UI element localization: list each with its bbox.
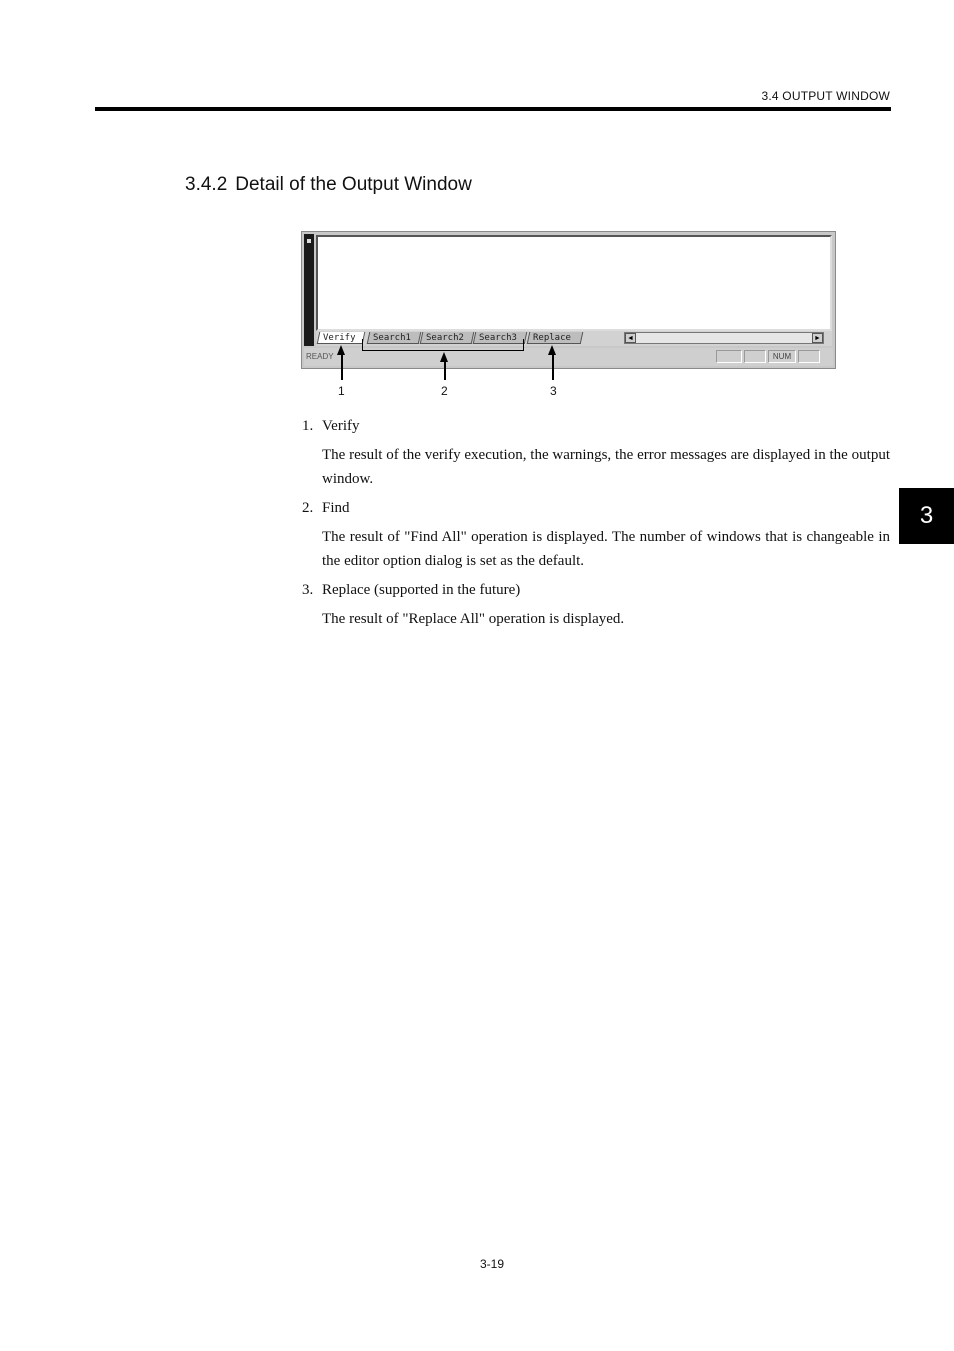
tab-search1-label: Search1 — [373, 333, 411, 343]
close-dot-icon — [307, 239, 311, 243]
scroll-left-icon[interactable]: ◄ — [625, 333, 636, 343]
tab-replace-label: Replace — [533, 333, 571, 343]
list-item-body: The result of "Replace All" operation is displayed. — [322, 611, 625, 627]
list-item-heading — [302, 578, 890, 602]
running-head: 3.4 OUTPUT WINDOW — [761, 89, 890, 103]
status-cell-1 — [716, 350, 742, 363]
callout-number-3: 3 — [550, 384, 557, 398]
item-number: 1. — [302, 418, 314, 434]
item-number: 3. — [302, 582, 314, 598]
status-num: NUM — [768, 350, 796, 363]
section-number: 3.4.2 — [185, 174, 228, 195]
horizontal-scrollbar[interactable] — [624, 332, 824, 344]
callout-line-2 — [444, 361, 446, 380]
callout-number-1: 1 — [338, 384, 345, 398]
chapter-tab: 3 — [899, 488, 954, 544]
item-title: Find — [322, 500, 350, 516]
status-cell-2 — [744, 350, 766, 363]
page-number: 3-19 — [479, 1257, 505, 1271]
item-title: Replace (supported in the future) — [322, 582, 521, 598]
item-number: 2. — [302, 500, 314, 516]
output-pane — [316, 235, 832, 331]
callout-line-3 — [552, 354, 554, 380]
section-title-text: Detail of the Output Window — [235, 174, 472, 195]
header-rule — [95, 107, 891, 111]
tab-search2-label: Search2 — [426, 333, 464, 343]
list-item-heading — [302, 414, 890, 438]
tab-verify-label: Verify — [323, 333, 356, 343]
item-title: Verify — [322, 418, 360, 434]
left-bar — [304, 234, 314, 346]
tab-verify[interactable] — [317, 332, 366, 344]
status-ready: READY — [306, 352, 334, 361]
description-list — [302, 414, 890, 636]
list-item-heading — [302, 496, 890, 520]
callout-line-1 — [341, 354, 343, 380]
list-item-body: The result of "Find All" operation is displayed. The number of windows that is changeable in the editor option dialog is set as the default. — [322, 529, 890, 569]
list-item-body: The result of the verify execution, the warnings, the error messages are displayed in the output window. — [322, 447, 890, 487]
section-title — [185, 174, 472, 196]
search-tabs-bracket — [362, 339, 524, 351]
tab-search3-label: Search3 — [479, 333, 517, 343]
status-cell-4 — [798, 350, 820, 363]
callout-number-2: 2 — [441, 384, 448, 398]
tab-replace[interactable] — [527, 332, 584, 344]
scroll-right-icon[interactable]: ► — [812, 333, 823, 343]
